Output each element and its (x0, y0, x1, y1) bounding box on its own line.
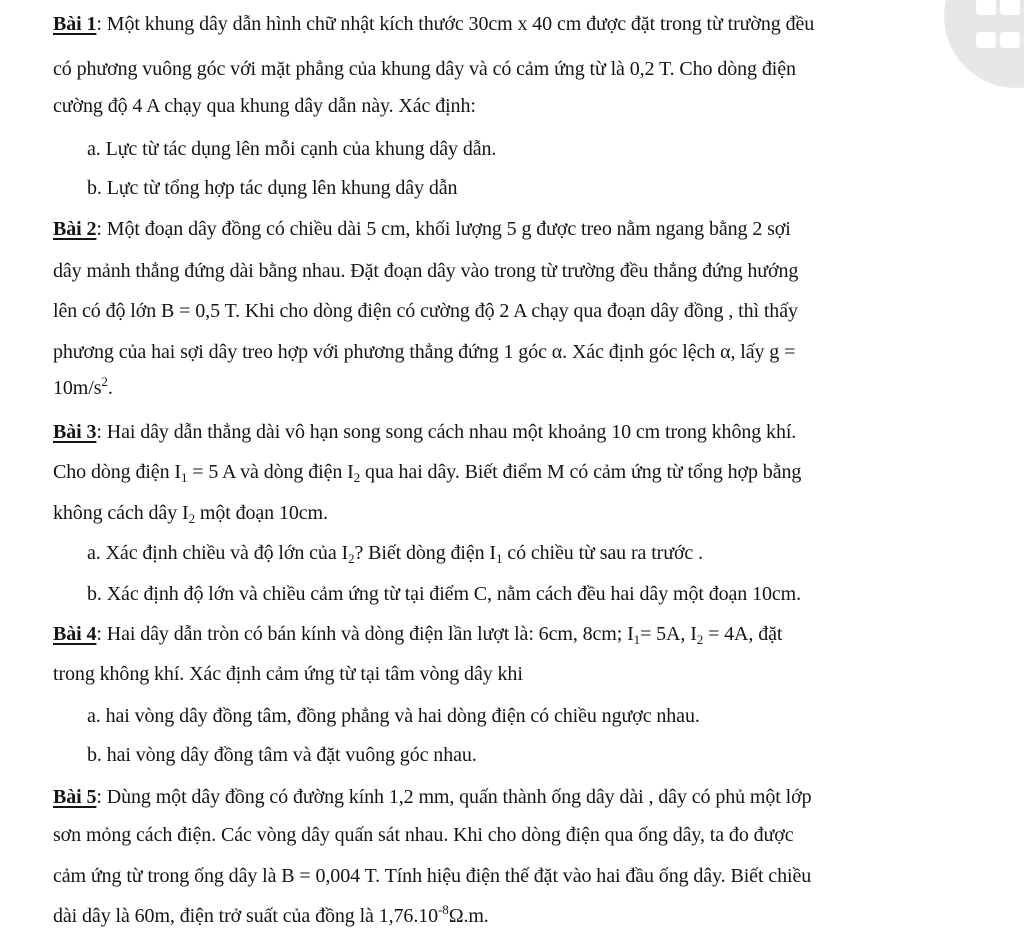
subscript: 1 (180, 470, 188, 485)
problem-heading: Bài 2 (53, 218, 97, 240)
problem-1-line-2 (53, 54, 796, 84)
text: một đoạn 10cm. (194, 502, 328, 524)
problem-5-line-1 (53, 782, 811, 812)
problem-5-line-2 (53, 820, 794, 850)
problem-3-part-b (87, 579, 801, 609)
grid-cell (976, 32, 996, 48)
problem-1-part-a (87, 134, 496, 164)
subscript: 2 (353, 470, 361, 485)
text: = 4A, đặt (703, 623, 783, 645)
subscript: 1 (496, 551, 503, 566)
problem-2-line-3 (53, 296, 798, 326)
problem-2-line-2 (53, 256, 798, 286)
grid-cell (976, 0, 996, 15)
problem-4-line-2 (53, 659, 523, 689)
problem-2-line-4 (53, 337, 795, 367)
text: qua hai dây. Biết điểm M có cảm ứng từ tổng hợp bằng (360, 461, 802, 483)
text: a. hai vòng dây đồng tâm, đồng phẳng và hai dòng điện có chiều ngược nhau. (87, 705, 700, 727)
subscript: 2 (188, 511, 195, 526)
text: không cách dây I (53, 502, 189, 524)
text: : Dùng một dây đồng có đường kính 1,2 mm, quấn thành ống dây dài , dây có phủ một lớp (96, 786, 812, 808)
text: phương của hai sợi dây treo hợp với phương thẳng đứng 1 góc α. Xác định góc lệch α, lấy g = (53, 341, 796, 363)
problem-1-line-1 (53, 9, 814, 39)
problem-1-part-b (87, 173, 457, 203)
problem-2-line-1 (53, 214, 791, 244)
text: Cho dòng điện I (53, 461, 181, 483)
text: ? Biết dòng điện I (354, 542, 496, 564)
problem-4-part-b (87, 740, 477, 770)
text: có chiều từ sau ra trước . (502, 542, 703, 564)
superscript: -8 (438, 902, 449, 917)
text: : Một đoạn dây đồng có chiều dài 5 cm, khối lượng 5 g được treo nằm ngang bằng 2 sợi (96, 218, 791, 240)
text: = 5 A và dòng điện I (187, 461, 354, 483)
grid-icon[interactable] (944, 0, 1024, 88)
text: sơn mỏng cách điện. Các vòng dây quấn sát nhau. Khi cho dòng điện qua ống dây, ta đo được (53, 824, 794, 846)
text: cảm ứng từ trong ống dây là B = 0,004 T. Tính hiệu điện thế đặt vào hai đầu ống dây. Biết chiều (53, 865, 812, 887)
problem-heading: Bài 5 (53, 786, 97, 808)
problem-5-line-3 (53, 861, 811, 891)
text: a. Lực từ tác dụng lên mỗi cạnh của khung dây dẫn. (87, 138, 497, 160)
problem-1-line-3 (53, 91, 476, 121)
text: : Hai dây dẫn thẳng dài vô hạn song song cách nhau một khoảng 10 cm trong không khí. (96, 421, 797, 443)
text: = 5A, I (640, 623, 697, 645)
text: b. hai vòng dây đồng tâm và đặt vuông góc nhau. (87, 744, 477, 766)
subscript: 1 (633, 632, 641, 647)
problem-4-line-1 (53, 619, 782, 649)
subscript: 2 (348, 551, 355, 566)
problem-3-part-a (87, 538, 703, 568)
text: : Một khung dây dẫn hình chữ nhật kích thước 30cm x 40 cm được đặt trong từ trường đều (96, 13, 815, 35)
text: Ω.m. (448, 905, 489, 927)
problem-heading: Bài 1 (53, 13, 97, 35)
subscript: 2 (696, 632, 704, 647)
grid-cell (1000, 0, 1020, 15)
text: b. Lực từ tổng hợp tác dụng lên khung dây dẫn (87, 177, 458, 199)
problem-3-line-3 (53, 498, 328, 528)
text: 10m/s (53, 377, 102, 399)
problem-heading: Bài 3 (53, 421, 97, 443)
text: lên có độ lớn B = 0,5 T. Khi cho dòng điện có cường độ 2 A chạy qua đoạn dây đồng , thì thấy (53, 300, 798, 322)
text: dây mảnh thẳng đứng dài bằng nhau. Đặt đoạn dây vào trong từ trường đều thẳng đứng hướng (53, 260, 799, 282)
superscript: 2 (101, 374, 108, 389)
text: có phương vuông góc với mặt phẳng của khung dây và có cảm ứng từ là 0,2 T. Cho dòng điện (53, 58, 796, 80)
text: : Hai dây dẫn tròn có bán kính và dòng điện lần lượt là: 6cm, 8cm; I (96, 623, 634, 645)
problem-4-part-a (87, 701, 700, 731)
text: dài dây là 60m, điện trở suất của đồng là 1,76.10 (53, 905, 439, 927)
text: cường độ 4 A chạy qua khung dây dẫn này. Xác định: (53, 95, 476, 117)
problem-2-line-5 (53, 373, 113, 403)
problem-3-line-1 (53, 417, 796, 447)
text: b. Xác định độ lớn và chiều cảm ứng từ tại điểm C, nằm cách đều hai dây một đoạn 10cm. (87, 583, 802, 605)
problem-heading: Bài 4 (53, 623, 97, 645)
problem-3-line-2 (53, 457, 801, 487)
problem-5-line-4 (53, 901, 489, 931)
text: a. Xác định chiều và độ lớn của I (87, 542, 349, 564)
text: trong không khí. Xác định cảm ứng từ tại tâm vòng dây khi (53, 663, 523, 685)
text: . (107, 377, 113, 399)
grid-cell (1000, 32, 1020, 48)
